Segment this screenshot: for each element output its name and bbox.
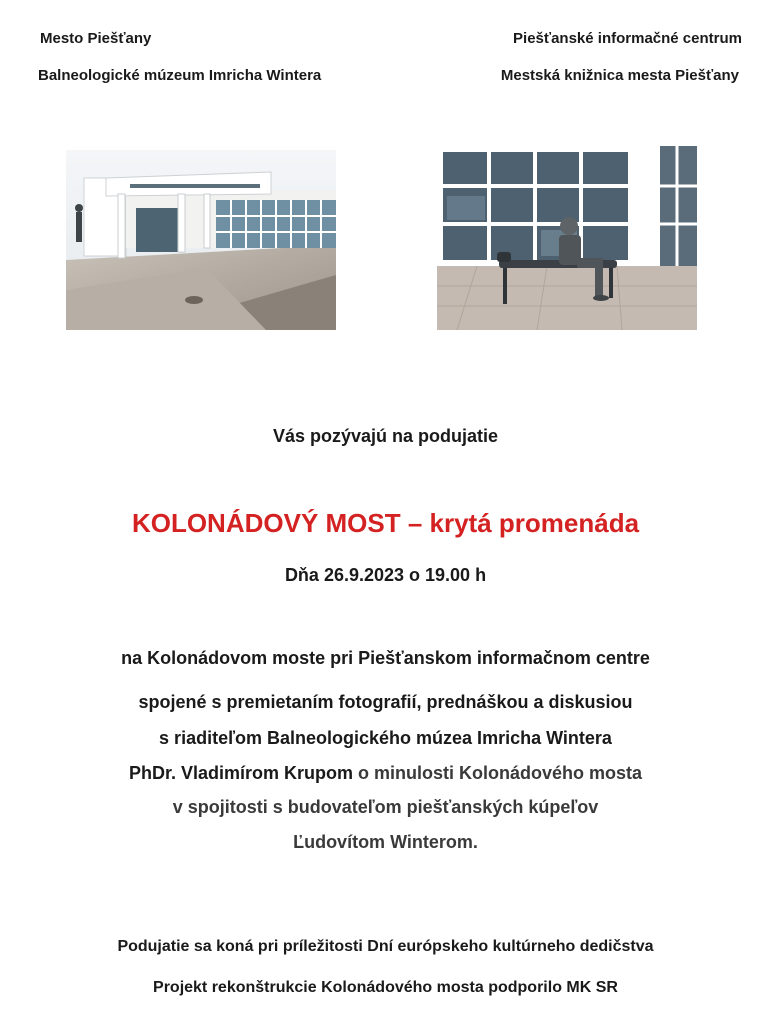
header-right-line1: Piešťanské informačné centrum <box>513 30 742 47</box>
winter-statue-bench-photo <box>437 146 697 330</box>
header-right-line2: Mestská knižnica mesta Piešťany <box>500 67 739 84</box>
lecture-topic: o minulosti Kolonádového mosta <box>358 763 643 783</box>
context-line: v spojitosti s budovateľom piešťanských kúpeľov <box>172 797 599 817</box>
header-left-line1: Mesto Piešťany <box>40 30 152 47</box>
program-line: spojené s premietaním fotografií, prednáškou a diskusiou <box>138 692 633 712</box>
header-left-line2: Balneologické múzeum Imricha Wintera <box>38 67 322 84</box>
sponsor-line: Projekt rekonštrukcie Kolonádového mosta podporilo MK SR <box>153 979 618 996</box>
director-line: s riaditeľom Balneologického múzea Imricha Wintera <box>159 728 612 748</box>
venue-line: na Kolonádovom moste pri Piešťanskom informačnom centre <box>121 648 650 668</box>
founder-line: Ľudovítom Winterom. <box>293 832 478 852</box>
event-date-time: Dňa 26.9.2023 o 19.00 h <box>284 565 487 585</box>
invitation-line: Vás pozývajú na podujatie <box>272 426 499 446</box>
occasion-line: Podujatie sa koná pri príležitosti Dní európskeho kultúrneho dedičstva <box>117 938 654 955</box>
speaker-line <box>0 763 771 784</box>
museum-building-photo <box>66 150 336 330</box>
speaker-name: PhDr. Vladimírom Krupom <box>128 763 353 783</box>
event-title: KOLONÁDOVÝ MOST – krytá promenáda <box>131 508 640 538</box>
